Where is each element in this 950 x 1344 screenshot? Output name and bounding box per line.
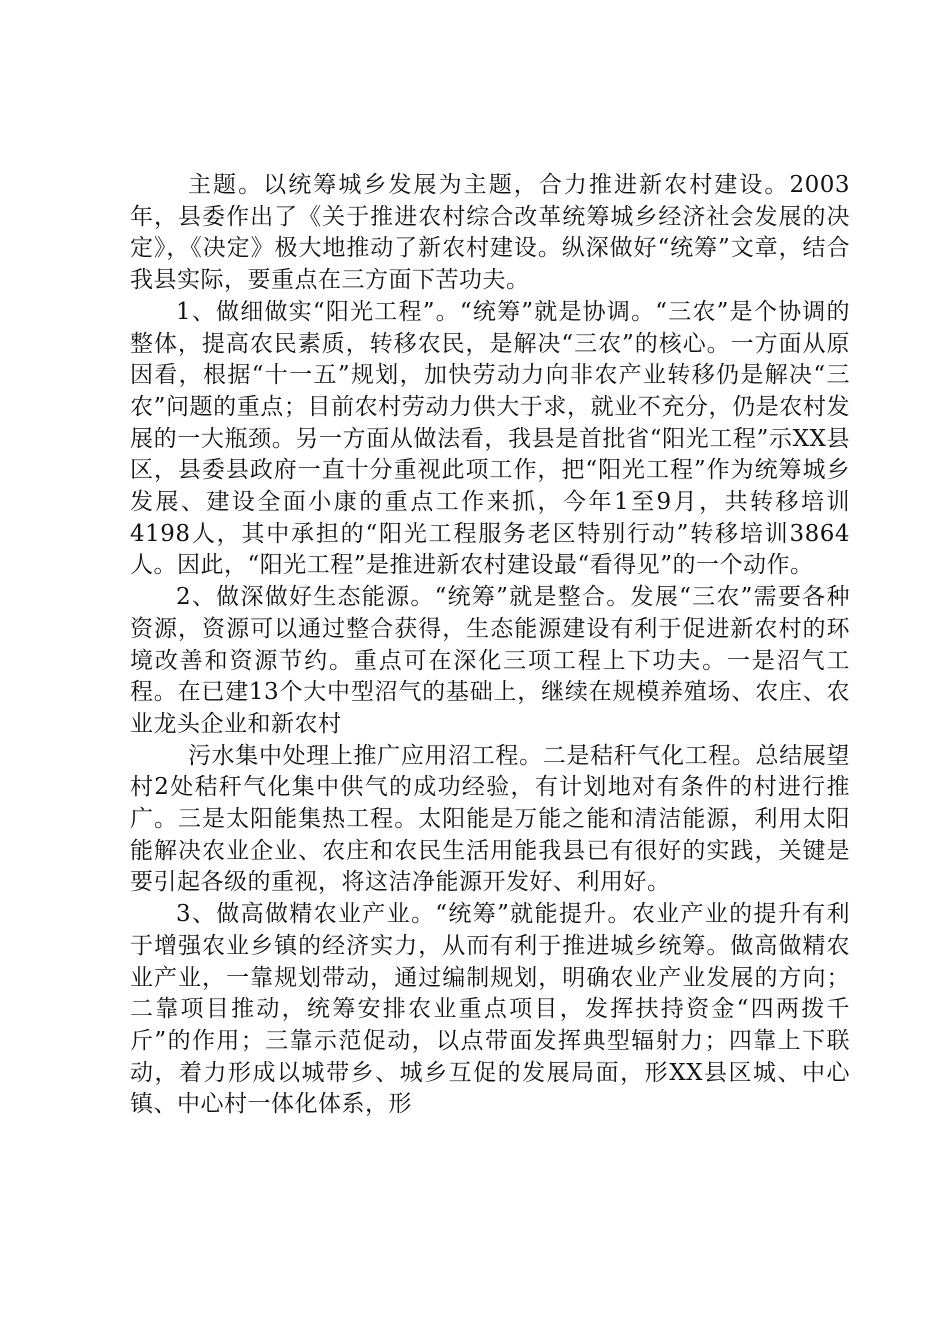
paragraph-sunshine-project: 1、做细做实“阳光工程”。“统筹”就是协调。“三农”是个协调的整体，提高农民素质，转移农民，是解决“三农”的核心。一方面从原因看，根据“十一五”规划，加快劳动力向非农产业转移仍是解决“三农”问题的重点；目前农村劳动力供大于求，就业不充分，仍是农村发展的一大瓶颈。另一方面从做法看，我县是首批省“阳光工程”示XX县区，县委县政府一直十分重视此项工作，把“阳光工程”作为统筹城乡发展、建设全面小康的重点工作来抓，今年1至9月，共转移培训4198人，其中承担的“阳光工程服务老区特别行动”转移培训3864人。因此，“阳光工程”是推进新农村建设最“看得见”的一个动作。 <box>130 298 850 579</box>
paragraph-ecological-energy: 2、做深做好生态能源。“统筹”就是整合。发展“三农”需要各种资源，资源可以通过整合获得，生态能源建设有利于促进新农村的环境改善和资源节约。重点可在深化三项工程上下功夫。一是沼气工程。在已建13个大中型沼气的基础上，继续在规模养殖场、农庄、农业龙头企业和新农村 <box>130 584 850 737</box>
document-body <box>130 170 850 1121</box>
paragraph-intro: 主题。以统筹城乡发展为主题，合力推进新农村建设。2003年，县委作出了《关于推进农村综合改革统筹城乡经济社会发展的决定》，《决定》极大地推动了新农村建设。纵深做好“统筹”文章，结合我县实际，要重点在三方面下苦功夫。 <box>130 172 850 294</box>
paragraph-agricultural-industry: 3、做高做精农业产业。“统筹”就能提升。农业产业的提升有利于增强农业乡镇的经济实力，从而有利于推进城乡统筹。做高做精农业产业，一靠规划带动，通过编制规划，明确农业产业发展的方向；二靠项目推动，统筹安排农业重点项目，发挥扶持资金“四两拨千斤”的作用；三靠示范促动，以点带面发挥典型辐射力；四靠上下联动，着力形成以城带乡、城乡互促的发展局面，形XX县区城、中心镇、中心村一体化体系，形 <box>130 901 850 1118</box>
paragraph-ecological-energy-continued: 污水集中处理上推广应用沼工程。二是秸秆气化工程。总结展望村2处秸秆气化集中供气的成功经验，有计划地对有条件的村进行推广。三是太阳能集热工程。太阳能是万能之能和清洁能源，利用太阳能解决农业企业、农庄和农民生活用能我县已有很好的实践，关键是要引起各级的重视，将这洁净能源开发好、利用好。 <box>130 742 850 896</box>
